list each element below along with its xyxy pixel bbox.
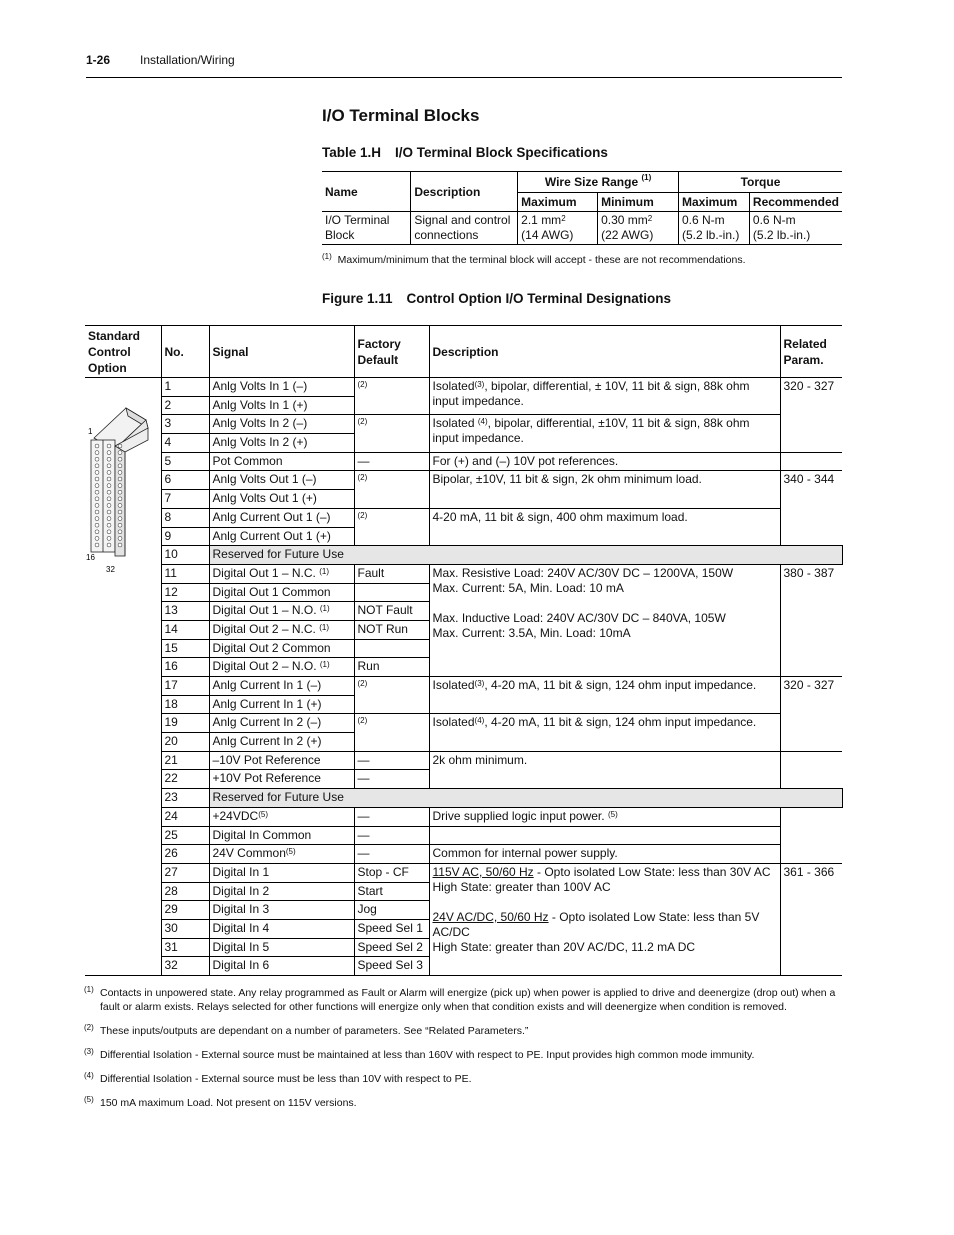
terminal-signal (209, 807, 354, 826)
terminal-no: 10 (161, 546, 209, 565)
header-related-param (780, 326, 842, 378)
table-row (85, 789, 842, 808)
footnote-marker: (3) (84, 1047, 94, 1056)
table-bottom-rule (85, 976, 842, 977)
terminal-param (780, 807, 842, 863)
desc-text-cont: , 4-20 mA, 11 bit & sign, 124 ohm input impedance. (484, 715, 757, 730)
desc-line: Max. Current: 3.5A, Min. Load: 10mA (432, 625, 631, 640)
terminal-description (429, 677, 780, 714)
signal-text: Digital Out 1 – N.O. (212, 603, 317, 618)
header-option-l1: Standard (88, 329, 141, 343)
terminal-no: 1 (161, 378, 209, 397)
terminal-no: 5 (161, 452, 209, 471)
signal-text: Digital Out 2 – N.C. (212, 621, 316, 636)
desc-voltage-24: 24V AC/DC, 50/60 Hz (432, 909, 549, 924)
terminal-signal: Anlg Current Out 1 (–) (209, 508, 354, 527)
terminal-no: 2 (161, 396, 209, 415)
signal-text: Digital Out 1 – N.C. (212, 565, 316, 580)
terminal-signal: Anlg Volts In 2 (–) (209, 415, 354, 434)
terminal-no: 18 (161, 695, 209, 714)
terminal-signal: Digital Out 1 Common (209, 583, 354, 602)
default-note: (2) (357, 380, 368, 389)
desc-note: (4) (474, 716, 485, 726)
spec-wire-min-value: 0.30 mm (601, 213, 648, 227)
terminal-signal: Pot Common (209, 452, 354, 471)
terminal-signal: Anlg Current In 1 (–) (209, 677, 354, 696)
terminal-no: 28 (161, 882, 209, 901)
terminal-no: 24 (161, 807, 209, 826)
spec-name-line2: Block (325, 228, 355, 242)
terminal-default: Run (354, 658, 429, 677)
terminal-screw (107, 457, 111, 461)
header-description: Description (429, 326, 780, 378)
terminal-default: NOT Fault (354, 602, 429, 621)
terminal-signal (209, 564, 354, 583)
desc-line: High State: greater than 100V AC (432, 879, 611, 894)
terminal-screw (95, 503, 99, 507)
terminal-screw (118, 464, 122, 468)
desc-text-cont: , bipolar, differential, ±10V, 11 bit & sign, 88k ohm input impedance. (432, 416, 750, 446)
terminal-no: 15 (161, 639, 209, 658)
spec-col-wire-size-label: Wire Size Range (544, 175, 639, 189)
desc-text: Isolated (432, 715, 475, 730)
footnotes (84, 986, 842, 1120)
terminal-screw (95, 543, 99, 547)
terminal-default: — (354, 770, 429, 789)
terminal-param: 380 - 387 (780, 564, 842, 676)
header-option-l2: Control (88, 345, 131, 359)
terminal-screw (118, 510, 122, 514)
desc-text: Isolated (432, 379, 475, 393)
signal-note: (1) (319, 660, 330, 670)
terminal-signal: +10V Pot Reference (209, 770, 354, 789)
terminal-screw (107, 517, 111, 521)
terminal-screw (107, 523, 111, 527)
terminal-description: 2k ohm minimum. (429, 751, 780, 788)
diagram-label-1: 1 (88, 427, 93, 436)
terminal-default: — (354, 452, 429, 471)
terminal-no: 12 (161, 583, 209, 602)
terminal-description (429, 378, 780, 415)
terminal-signal: Digital In 5 (209, 938, 354, 957)
desc-text: - Opto isolated Low State: less than 30V AC (533, 864, 771, 879)
terminal-screw (107, 510, 111, 514)
table-row (85, 845, 842, 864)
terminal-signal: Reserved for Future Use (209, 546, 842, 565)
spec-cell-wire-min (598, 212, 679, 245)
desc-text-cont: , bipolar, differential, ± 10V, 11 bit & sign, 88k ohm input impedance. (432, 379, 750, 408)
spec-cell-name (322, 212, 411, 245)
terminal-no: 26 (161, 845, 209, 864)
table-row (85, 826, 842, 845)
terminal-screw (95, 477, 99, 481)
terminal-default: Speed Sel 3 (354, 957, 429, 976)
terminal-default: — (354, 845, 429, 864)
spec-col-wire-size-note: (1) (641, 173, 652, 182)
terminal-description (429, 863, 780, 975)
header-option-l3: Option (88, 361, 127, 375)
spec-cell-torque-max (678, 212, 749, 245)
desc-note: (4) (477, 417, 488, 427)
terminal-default (354, 415, 429, 452)
spec-wire-min-awg: (22 AWG) (601, 228, 654, 242)
signal-note: (5) (258, 809, 268, 819)
terminal-no: 13 (161, 602, 209, 621)
terminal-signal: Digital In 3 (209, 901, 354, 920)
terminal-no: 7 (161, 490, 209, 509)
terminal-no: 20 (161, 733, 209, 752)
desc-text: Isolated (432, 416, 478, 431)
terminal-no: 30 (161, 919, 209, 938)
terminal-default (354, 471, 429, 508)
footnote-text: Contacts in unpowered state. Any relay programmed as Fault or Alarm will energize (pick up) when power is applied to drive and deenergize (drop out) when a fault or alarm exists. Relays selected for other functions will energize only when that condition exists and will deenergize when condition is removed. (100, 987, 836, 1013)
spec-row (322, 212, 842, 245)
terminal-screw (95, 484, 99, 488)
spec-wire-max-value: 2.1 mm (521, 213, 562, 227)
terminal-no: 17 (161, 677, 209, 696)
terminal-screw (107, 497, 111, 501)
terminal-screw (95, 536, 99, 540)
spec-wire-max-awg: (14 AWG) (521, 228, 574, 242)
terminal-screw (118, 530, 122, 534)
terminal-signal: Digital In 6 (209, 957, 354, 976)
page-number: 1-26 (86, 53, 111, 67)
terminal-default: Fault (354, 564, 429, 583)
terminal-screw (107, 444, 111, 448)
footnote-text: Differential Isolation - External source must be maintained at less than 160V with respect to PE. Input provides high common mode immunity. (100, 1049, 755, 1061)
terminal-no: 32 (161, 957, 209, 976)
header-factory-default (354, 326, 429, 378)
spec-col-name: Name (322, 172, 411, 212)
terminal-default: Start (354, 882, 429, 901)
desc-line: Max. Inductive Load: 240V AC/30V DC – 840VA, 105W (432, 610, 726, 625)
table-caption-number: Table 1.H (322, 145, 382, 160)
terminal-default: Stop - CF (354, 863, 429, 882)
signal-note: (1) (319, 604, 330, 614)
terminal-no: 9 (161, 527, 209, 546)
terminal-no: 27 (161, 863, 209, 882)
footnote (84, 1096, 842, 1110)
spec-sub-recommended: Recommended (749, 193, 842, 212)
terminal-default (354, 508, 429, 545)
terminal-signal: Anlg Volts Out 1 (–) (209, 471, 354, 490)
table-row (85, 415, 842, 434)
table-row (85, 471, 842, 490)
terminal-screw (118, 536, 122, 540)
terminal-screw (118, 490, 122, 494)
figure-caption-number: Figure 1.11 (322, 291, 393, 306)
spec-name-line1: I/O Terminal (325, 213, 390, 227)
terminal-default: — (354, 807, 429, 826)
header-default-l1: Factory (357, 336, 401, 351)
terminal-screw (107, 490, 111, 494)
spec-sub-maximum: Maximum (518, 193, 598, 212)
terminal-description: For (+) and (–) 10V pot references. (429, 452, 780, 471)
spec-footnote-marker: (1) (322, 252, 332, 261)
terminal-param: 320 - 327 (780, 378, 842, 453)
terminal-no: 16 (161, 658, 209, 677)
terminal-description (429, 415, 780, 452)
header-param-l1: Related (783, 336, 827, 351)
desc-text: - Opto isolated Low State: less than 5V AC/DC (432, 909, 760, 939)
terminal-default: Jog (354, 901, 429, 920)
terminal-screw (95, 523, 99, 527)
header-default-l2: Default (357, 352, 399, 367)
terminal-no: 23 (161, 789, 209, 808)
footnote (84, 986, 842, 1014)
desc-text: Isolated (432, 678, 475, 692)
terminal-screw (118, 484, 122, 488)
terminal-default (354, 583, 429, 602)
terminal-description: 4-20 mA, 11 bit & sign, 400 ohm maximum load. (429, 508, 780, 545)
spec-torque-max-imperial: (5.2 lb.-in.) (681, 228, 740, 242)
signal-text: Digital Out 2 – N.O. (212, 659, 317, 674)
header-signal: Signal (209, 326, 354, 378)
terminal-no: 29 (161, 901, 209, 920)
terminal-screw (107, 477, 111, 481)
terminal-block-diagram (86, 400, 158, 575)
terminal-description (429, 714, 780, 751)
spec-sub-minimum: Minimum (598, 193, 679, 212)
spec-torque-rec-value: 0.6 N-m (752, 213, 796, 227)
footnote-text: 150 mA maximum Load. Not present on 115V versions. (100, 1097, 357, 1109)
default-note: (2) (357, 716, 368, 726)
spec-cell-wire-max (518, 212, 598, 245)
terminal-block-icon (86, 400, 158, 575)
table-row (85, 677, 842, 696)
table-caption-title: I/O Terminal Block Specifications (395, 145, 608, 160)
header-param-l2: Param. (783, 352, 824, 367)
terminal-signal: Anlg Current In 2 (–) (209, 714, 354, 733)
footnote-marker: (5) (84, 1095, 94, 1104)
footnote-marker: (4) (84, 1071, 94, 1080)
terminal-no: 31 (161, 938, 209, 957)
terminal-signal: Digital In 4 (209, 919, 354, 938)
terminal-default: — (354, 826, 429, 845)
spec-torque-max-value: 0.6 N-m (681, 213, 725, 227)
footnote-text: These inputs/outputs are dependant on a number of parameters. See “Related Parameters.” (100, 1025, 529, 1037)
desc-note: (5) (607, 809, 618, 819)
terminal-default: NOT Run (354, 620, 429, 639)
spec-col-wire-size (518, 172, 679, 193)
table-row (85, 564, 842, 583)
terminal-no: 21 (161, 751, 209, 770)
spec-desc-line1: Signal and control (414, 213, 511, 227)
terminal-screw (107, 484, 111, 488)
terminal-signal (209, 658, 354, 677)
terminal-no: 3 (161, 415, 209, 434)
terminal-signal: Digital In 1 (209, 863, 354, 882)
terminal-signal: Anlg Current In 2 (+) (209, 733, 354, 752)
terminal-description (429, 826, 780, 845)
table-row (85, 751, 842, 770)
spec-wire-max-sup: 2 (561, 214, 566, 223)
terminal-description: Common for internal power supply. (429, 845, 780, 864)
terminal-screw (107, 451, 111, 455)
footnote (84, 1024, 842, 1038)
figure-caption (322, 291, 671, 306)
terminal-signal: Digital In Common (209, 826, 354, 845)
terminal-screw (95, 497, 99, 501)
signal-note: (5) (285, 847, 296, 857)
table-row (85, 807, 842, 826)
terminal-screw (95, 464, 99, 468)
terminal-default: — (354, 751, 429, 770)
terminal-screw (107, 464, 111, 468)
terminal-screw (118, 457, 122, 461)
terminal-signal: Anlg Volts In 2 (+) (209, 434, 354, 453)
terminal-default (354, 677, 429, 714)
header-no: No. (161, 326, 209, 378)
terminal-screw (107, 543, 111, 547)
terminal-designation-table (85, 325, 842, 976)
terminal-default (354, 714, 429, 751)
terminal-param: 340 - 344 (780, 471, 842, 546)
terminal-param: 361 - 366 (780, 863, 842, 975)
terminal-signal: –10V Pot Reference (209, 751, 354, 770)
table-row (85, 452, 842, 471)
terminal-param (780, 452, 842, 471)
footnote-text: Differential Isolation - External source must be less than 10V with respect to PE. (100, 1073, 472, 1085)
spec-cell-torque-rec (749, 212, 842, 245)
terminal-signal: Anlg Volts In 1 (+) (209, 396, 354, 415)
signal-note: (1) (319, 566, 329, 576)
terminal-screw (95, 444, 99, 448)
spec-desc-line2: connections (414, 228, 479, 242)
table-row (85, 378, 842, 397)
table-header-row (85, 326, 842, 378)
desc-line: Max. Current: 5A, Min. Load: 10 mA (432, 580, 624, 595)
footnote (84, 1048, 842, 1062)
terminal-screw (95, 517, 99, 521)
figure-caption-title: Control Option I/O Terminal Designations (406, 291, 672, 306)
terminal-signal: Digital In 2 (209, 882, 354, 901)
terminal-screw (118, 497, 122, 501)
terminal-signal: Digital Out 2 Common (209, 639, 354, 658)
terminal-no: 19 (161, 714, 209, 733)
spec-wire-min-sup: 2 (647, 214, 653, 223)
terminal-signal (209, 602, 354, 621)
signal-text: +24VDC (212, 808, 259, 823)
terminal-no: 22 (161, 770, 209, 789)
running-title: Installation/Wiring (140, 53, 235, 67)
table-caption (322, 145, 608, 160)
terminal-signal (209, 620, 354, 639)
terminal-signal: Anlg Current In 1 (+) (209, 695, 354, 714)
terminal-screw (118, 543, 122, 547)
terminal-screw (107, 503, 111, 507)
section-title: I/O Terminal Blocks (322, 106, 480, 125)
spec-footnote (322, 254, 746, 266)
terminal-param (780, 751, 842, 788)
diagram-label-16: 16 (86, 553, 95, 562)
terminal-no: 25 (161, 826, 209, 845)
desc-note: (3) (474, 380, 485, 389)
terminal-screw (107, 470, 111, 474)
footnote (84, 1072, 842, 1086)
default-note: (2) (357, 510, 368, 520)
terminal-screw (118, 444, 122, 448)
terminal-screw (107, 530, 111, 534)
terminal-no: 11 (161, 564, 209, 583)
terminal-screw (95, 457, 99, 461)
terminal-screw (118, 477, 122, 481)
terminal-signal (209, 845, 354, 864)
spec-col-description: Description (411, 172, 518, 212)
terminal-signal: Anlg Volts In 1 (–) (209, 378, 354, 397)
table-row (85, 863, 842, 882)
terminal-description (429, 564, 780, 676)
default-note: (2) (357, 679, 368, 688)
table-row (85, 508, 842, 527)
terminal-no: 6 (161, 471, 209, 490)
table-row (85, 546, 842, 565)
terminal-signal: Anlg Current Out 1 (+) (209, 527, 354, 546)
spec-sub-torque-maximum: Maximum (678, 193, 749, 212)
terminal-screw (95, 451, 99, 455)
desc-voltage-115: 115V AC, 50/60 Hz (432, 864, 534, 879)
spec-col-torque: Torque (678, 172, 842, 193)
header-standard-control-option (85, 326, 161, 378)
terminal-no: 4 (161, 434, 209, 453)
terminal-screw (118, 517, 122, 521)
terminal-description (429, 807, 780, 826)
footnote-marker: (2) (84, 1023, 94, 1032)
terminal-signal: Anlg Volts Out 1 (+) (209, 490, 354, 509)
terminal-default: Speed Sel 1 (354, 919, 429, 938)
page-header (86, 53, 842, 78)
desc-line: Max. Resistive Load: 240V AC/30V DC – 1200VA, 150W (432, 565, 734, 580)
terminal-param: 320 - 327 (780, 677, 842, 752)
terminal-screw (95, 510, 99, 514)
desc-text-cont: , 4-20 mA, 11 bit & sign, 124 ohm input impedance. (484, 678, 757, 692)
table-row (85, 714, 842, 733)
terminal-default: Speed Sel 2 (354, 938, 429, 957)
spec-footnote-text: Maximum/minimum that the terminal block will accept - these are not recommendations. (337, 254, 746, 266)
desc-line: High State: greater than 20V AC/DC, 11.2 mA DC (432, 939, 696, 954)
terminal-screw (118, 470, 122, 474)
signal-text: 24V Common (212, 846, 286, 861)
terminal-screw (118, 503, 122, 507)
default-note: (2) (357, 473, 368, 483)
spec-table (322, 171, 842, 245)
default-note: (2) (357, 417, 368, 427)
spec-cell-description (411, 212, 518, 245)
diagram-label-32: 32 (106, 565, 115, 574)
terminal-screw (107, 536, 111, 540)
terminal-screw (118, 451, 122, 455)
terminal-screw (118, 523, 122, 527)
desc-note: (3) (474, 679, 485, 688)
terminal-default (354, 639, 429, 658)
terminal-no: 14 (161, 620, 209, 639)
spec-torque-rec-imperial: (5.2 lb.-in.) (752, 228, 811, 242)
terminal-screw (95, 530, 99, 534)
footnote-marker: (1) (84, 985, 94, 994)
terminal-screw (95, 470, 99, 474)
terminal-default (354, 378, 429, 415)
terminal-signal: Reserved for Future Use (209, 789, 842, 808)
terminal-description: Bipolar, ±10V, 11 bit & sign, 2k ohm minimum load. (429, 471, 780, 508)
desc-text: Drive supplied logic input power. (432, 808, 605, 823)
signal-note: (1) (319, 622, 329, 632)
terminal-no: 8 (161, 508, 209, 527)
terminal-screw (95, 490, 99, 494)
